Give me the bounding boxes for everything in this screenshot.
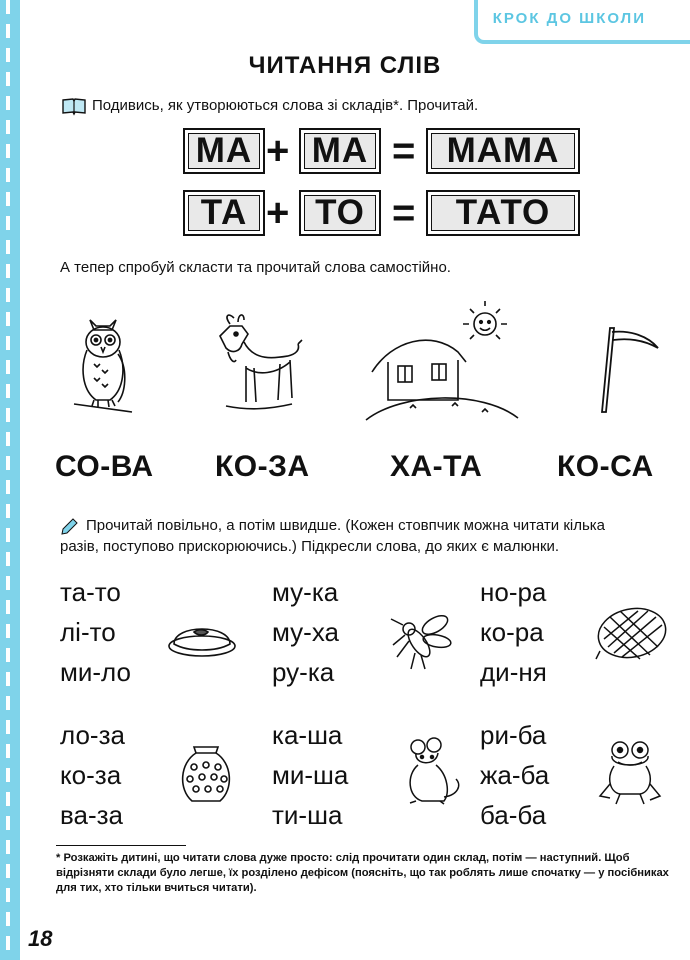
syllable-word: му-ха [272,617,339,647]
syllable-word: жа-ба [480,760,550,790]
frog-icon [596,738,666,808]
syllable-word: му-ка [272,577,339,607]
picture-word: КО-ЗА [215,450,310,483]
syllable-box: МА [183,128,265,174]
picture-word: ХА-ТА [390,450,483,483]
syllable-word: та-то [60,577,121,607]
picture-word: КО-СА [557,450,654,483]
melon-icon [592,603,672,665]
equals-sign: = [392,191,416,235]
pencil-icon [60,515,80,535]
footnote: * Розкажіть дитині, що читати слова дуже просто: слід прочитати один склад, потім — наступний. Щоб відрізняти склади було легше, їх розділено дефісом (поясніть, що так роблять лише спочатку — у посібниках для тих, хто тільки вчиться читати). [56,852,669,894]
syllable-word: ва-за [60,800,124,830]
house-icon [362,300,522,425]
syllable-box: ТА [183,190,265,236]
result-word-box: ТАТО [426,190,580,236]
result-word-box: МАМА [426,128,580,174]
syllable-word: ко-ра [480,617,544,647]
left-decorative-strip [0,0,20,960]
syllable-word: ка-ша [272,720,343,750]
syllable-word: ди-ня [480,657,547,687]
instruction-syllables: Подивись, як утворюються слова зі складів*. Прочитай. [92,97,479,114]
page-number: 18 [28,926,53,951]
picture-word: СО-ВА [55,450,154,483]
pie-icon [166,612,238,660]
syllable-word: ба-ба [480,800,547,830]
syllable-word: ти-ша [272,800,343,830]
equals-sign: = [392,129,416,173]
instruction-read-line1: Прочитай повільно, а потім швидше. (Кожен стовпчик можна читати кілька [86,517,606,534]
syllable-word: ми-ло [60,657,131,687]
syllable-word: ми-ша [272,760,349,790]
goat-icon [206,310,306,425]
instruction-read-line2: разів, поступово прискорюючись.) Підкресли слова, до яких є малюнки. [60,538,560,555]
fly-icon [385,605,455,675]
syllable-word: ко-за [60,760,122,790]
syllable-box: ТО [299,190,381,236]
series-title: КРОК ДО ШКОЛИ [492,10,646,27]
syllable-word: ри-ба [480,720,547,750]
syllable-word: но-ра [480,577,547,607]
mouse-icon [400,735,470,807]
syllable-word: ру-ка [272,657,335,687]
page-title: ЧИТАННЯ СЛІВ [248,52,442,79]
book-icon [61,96,87,116]
syllable-word: лі-то [60,617,116,647]
plus-sign: + [266,129,290,173]
owl-icon [68,312,138,424]
instruction-compose: А тепер спробуй скласти та прочитай слова самостійно. [60,259,451,276]
scythe-icon [590,326,670,416]
syllable-box: МА [299,128,381,174]
plus-sign: + [266,191,290,235]
syllable-word: ло-за [60,720,125,750]
footnote-separator [56,845,186,846]
vase-icon [176,743,236,807]
